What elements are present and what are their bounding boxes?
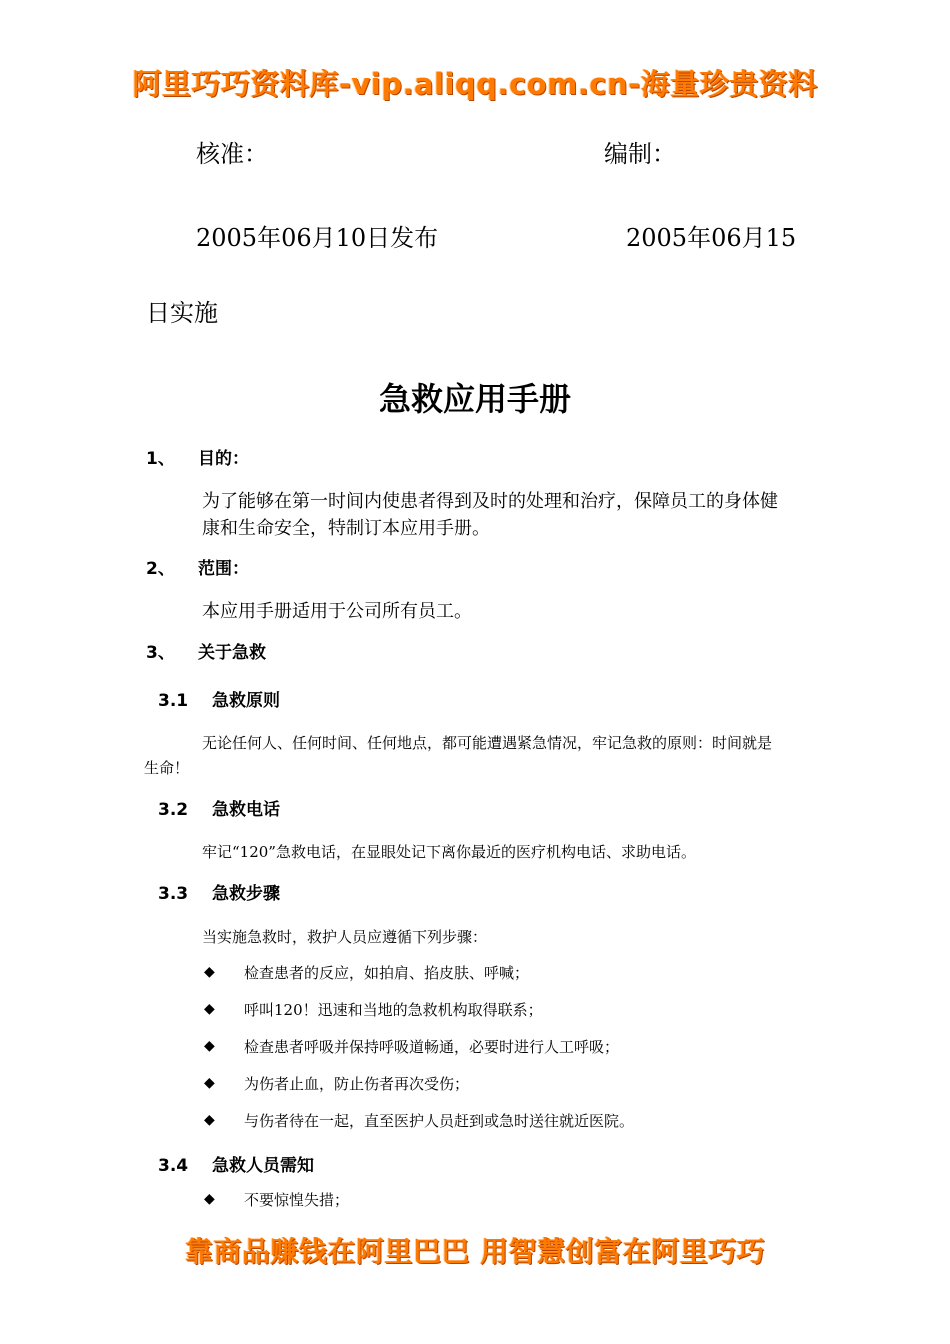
prepare-label: 编制： [604, 140, 676, 168]
effective-date: 2005年06月15 [626, 224, 797, 252]
header-banner: 阿里巧巧资料库-vip.aliqq.com.cn-海量珍贵资料 [132, 67, 818, 101]
subsection-3-2-heading [158, 795, 280, 820]
subsection-title: 急救人员需知 [212, 1156, 314, 1176]
section-number: 1、 [146, 449, 175, 469]
bullet-diamond-icon: ◆ [204, 1075, 215, 1091]
subsection-3-1-heading [158, 686, 280, 711]
footer-banner: 靠商品赚钱在阿里巴巴 用智慧创富在阿里巧巧 [184, 1235, 766, 1268]
subsection-title: 急救步骤 [212, 884, 280, 904]
bullet-diamond-icon: ◆ [204, 1001, 215, 1017]
section-title: 范围： [198, 559, 249, 579]
subsection-3-3-intro: 当实施急救时，救护人员应遵循下列步骤： [202, 928, 488, 946]
list-item: 检查患者的反应，如拍肩、掐皮肤、呼喊； [244, 964, 530, 982]
section-2-body: 本应用手册适用于公司所有员工。 [202, 601, 472, 622]
publish-date: 2005年06月10日发布 [196, 224, 439, 252]
subsection-number: 3.2 [158, 800, 189, 820]
bullet-diamond-icon: ◆ [204, 1038, 215, 1054]
subsection-3-1-body-line2: 生命！ [144, 759, 190, 777]
bullet-diamond-icon: ◆ [204, 964, 215, 980]
approve-label: 核准： [196, 140, 268, 168]
list-item: 呼叫120！迅速和当地的急救机构取得联系； [244, 1001, 543, 1019]
section-title: 关于急救 [198, 643, 266, 663]
subsection-3-3-heading [158, 879, 280, 904]
section-1-body-line1: 为了能够在第一时间内使患者得到及时的处理和治疗，保障员工的身体健 [202, 491, 778, 512]
page-title: 急救应用手册 [378, 380, 571, 418]
list-item: 为伤者止血，防止伤者再次受伤； [244, 1075, 470, 1093]
list-item: 检查患者呼吸并保持呼吸道畅通，必要时进行人工呼吸； [244, 1038, 620, 1056]
section-number: 3、 [146, 643, 175, 663]
subsection-3-1-body-line1: 无论任何人、任何时间、任何地点，都可能遭遇紧急情况，牢记急救的原则：时间就是 [202, 734, 773, 752]
section-1-heading [146, 444, 249, 469]
list-item: 与伤者待在一起，直至医护人员赶到或急时送往就近医院。 [244, 1112, 635, 1130]
subsection-number: 3.1 [158, 691, 189, 711]
subsection-title: 急救电话 [212, 800, 280, 820]
bullet-diamond-icon: ◆ [204, 1112, 215, 1128]
section-2-heading [146, 554, 249, 579]
subsection-title: 急救原则 [212, 691, 280, 711]
section-3-heading [146, 638, 266, 663]
bullet-diamond-icon: ◆ [204, 1191, 215, 1207]
list-item: 不要惊惶失措； [244, 1191, 350, 1209]
subsection-3-2-body: 牢记“120”急救电话，在显眼处记下离你最近的医疗机构电话、求助电话。 [202, 843, 696, 861]
subsection-3-4-heading [158, 1151, 314, 1176]
subsection-number: 3.3 [158, 884, 189, 904]
section-title: 目的： [198, 449, 249, 469]
section-1-body-line2: 康和生命安全，特制订本应用手册。 [202, 518, 490, 539]
subsection-number: 3.4 [158, 1156, 189, 1176]
section-number: 2、 [146, 559, 175, 579]
effective-date-suffix: 日实施 [146, 299, 218, 327]
